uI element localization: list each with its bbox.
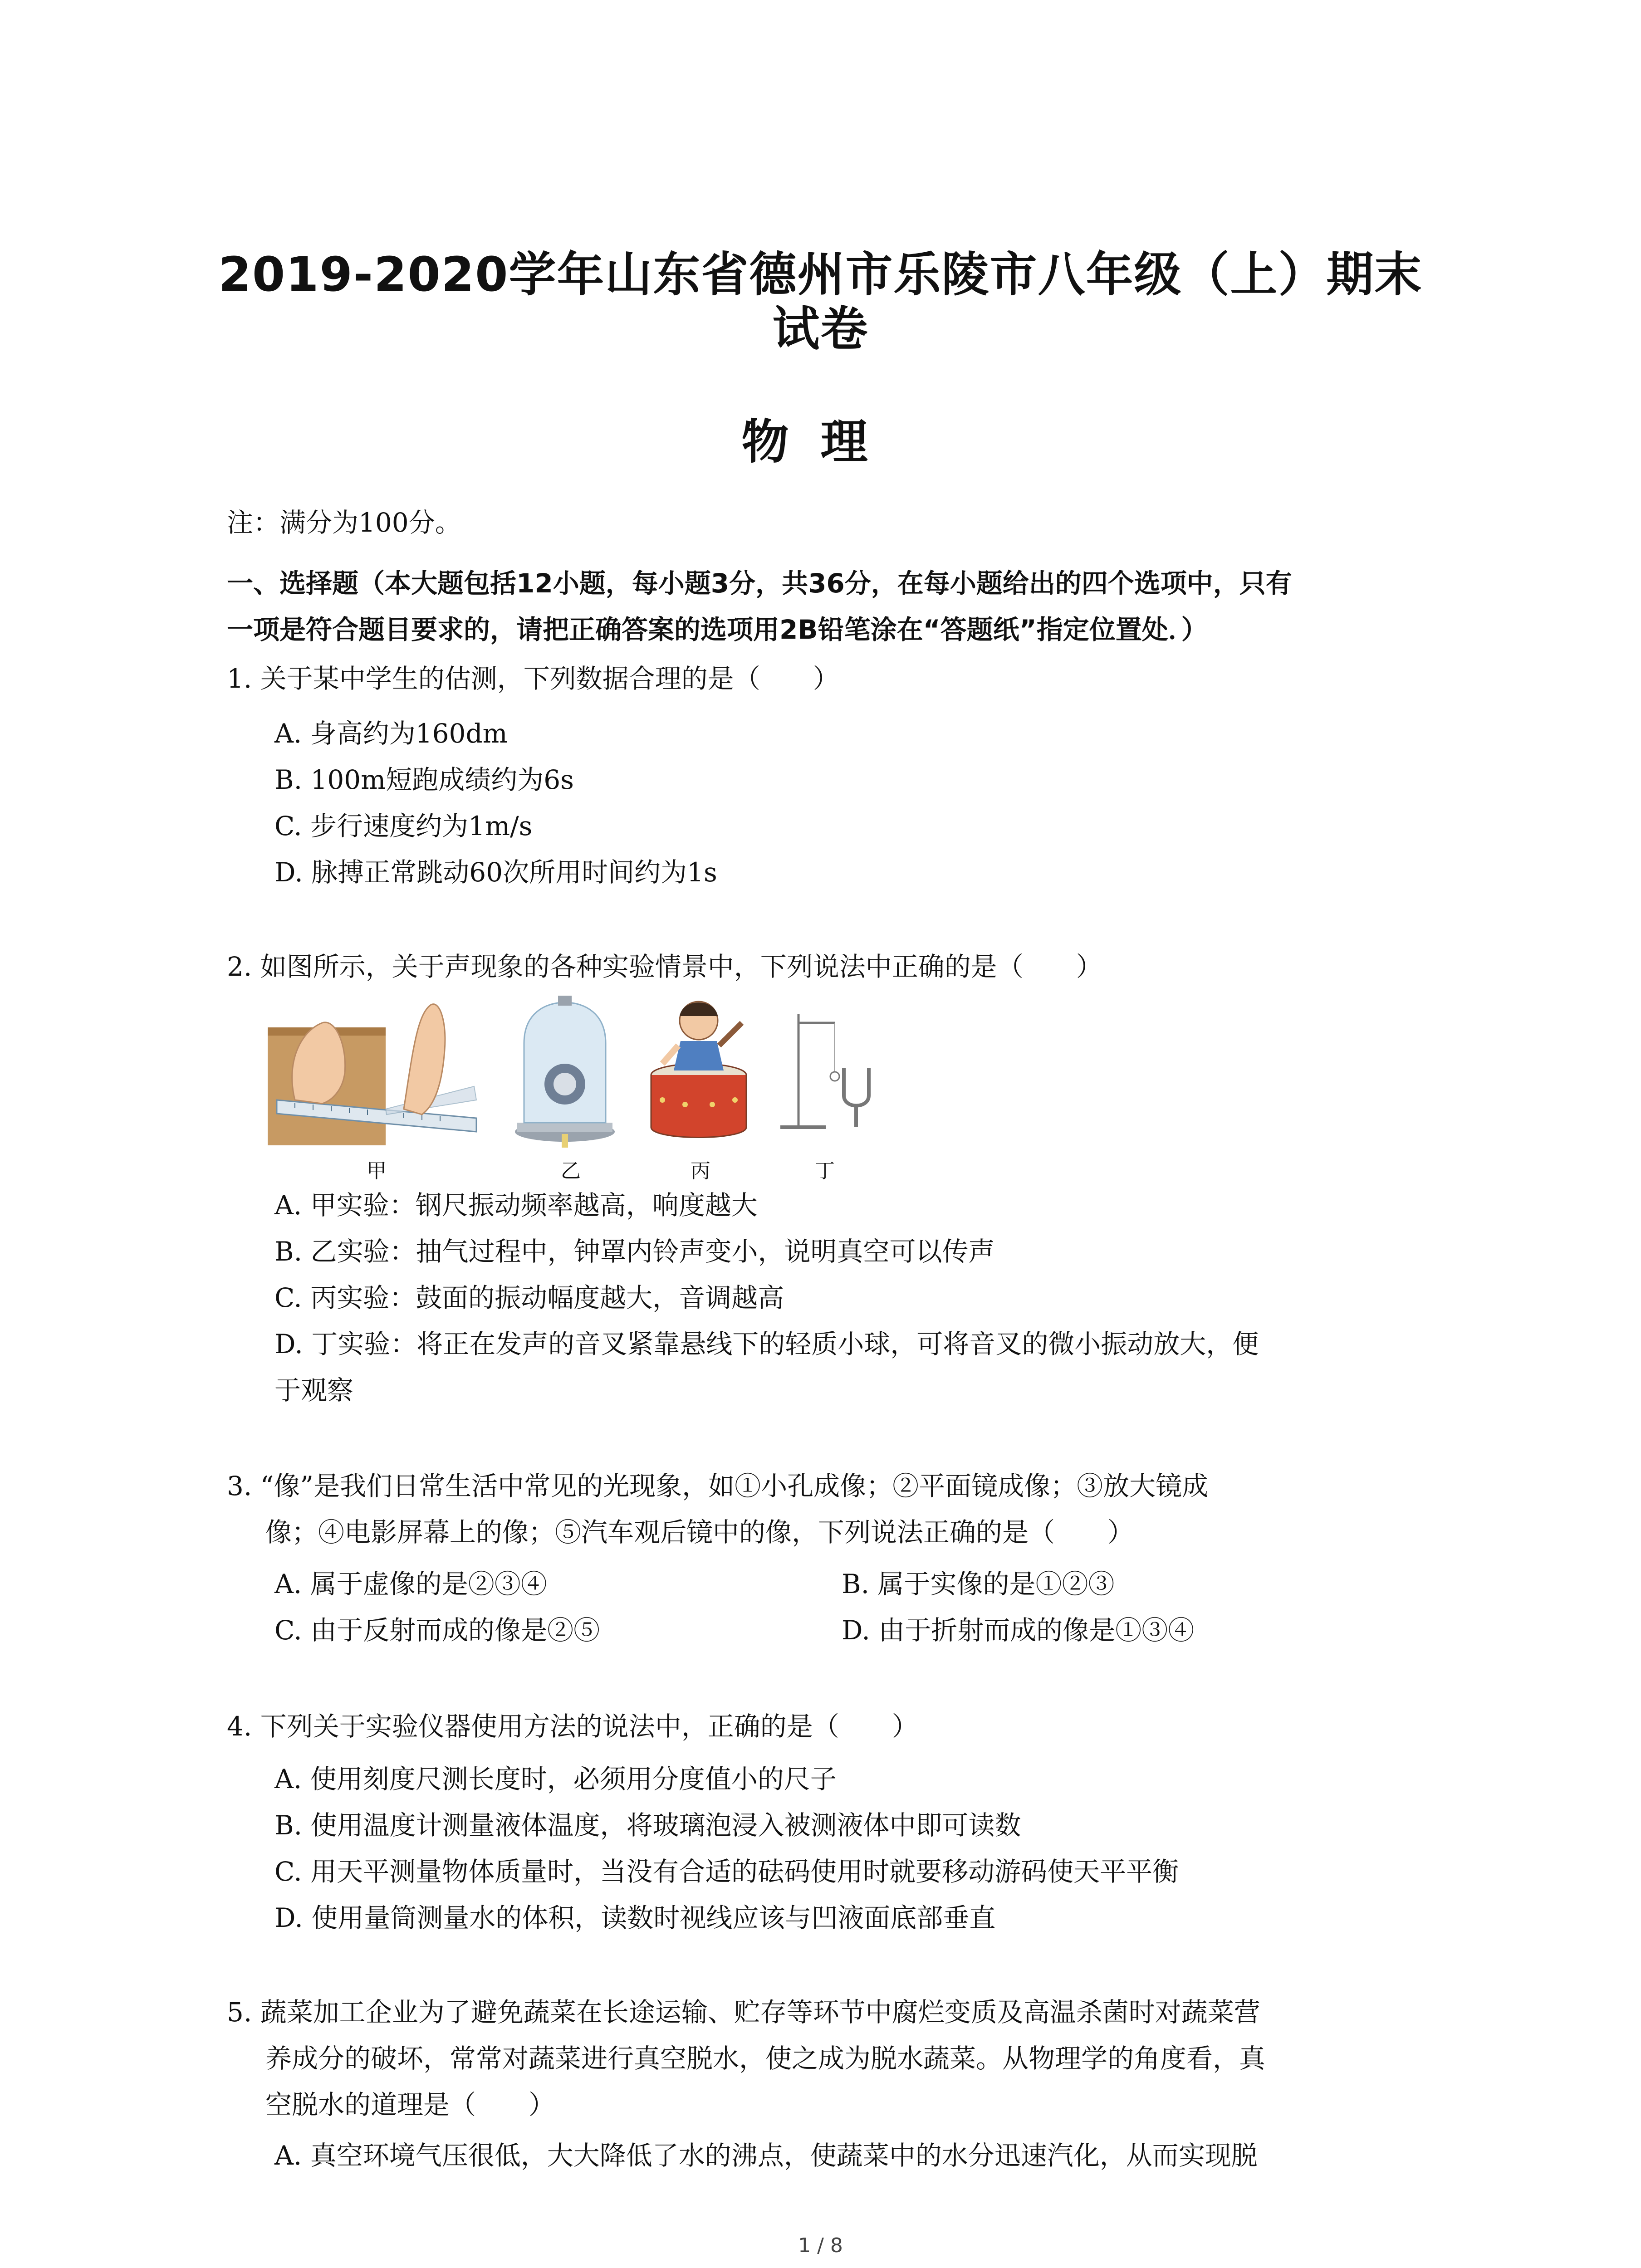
question-3-option-b: B. 属于实像的是①②③ [842, 1569, 1115, 1599]
title-line-1: 2019-2020学年山东省德州市乐陵市八年级（上）期末 [218, 247, 1423, 302]
question-2-option-d-continued: 于观察 [274, 1375, 354, 1406]
subject-heading: 物理 [741, 414, 900, 469]
question-5-option-a: A. 真空环境气压很低，大大降低了水的沸点，使蔬菜中的水分迅速汽化，从而实现脱 [274, 2140, 1258, 2171]
figure-label-bing: 丙 [691, 1159, 710, 1183]
question-2-stem: 2. 如图所示，关于声现象的各种实验情景中，下列说法中正确的是（ ） [227, 951, 1102, 982]
question-3-option-c: C. 由于反射而成的像是②⑤ [274, 1615, 600, 1646]
question-4-option-c: C. 用天平测量物体质量时，当没有合适的砝码使用时就要移动游码使天平平衡 [274, 1856, 1179, 1887]
score-note: 注：满分为100分。 [227, 507, 461, 538]
question-5-stem-line-1: 5. 蔬菜加工企业为了避免蔬菜在长途运输、贮存等环节中腐烂变质及高温杀菌时对蔬菜营 [227, 1997, 1260, 2028]
question-5-stem-line-2: 养成分的破坏，常常对蔬菜进行真空脱水，使之成为脱水蔬菜。从物理学的角度看，真 [265, 2043, 1266, 2074]
question-1-option-c: C. 步行速度约为1m/s [274, 811, 533, 841]
figure-ruler-vibration [268, 996, 481, 1150]
figure-bell-jar [508, 993, 622, 1148]
question-4-option-a: A. 使用刻度尺测长度时，必须用分度值小的尺子 [274, 1764, 837, 1794]
section-heading-line-2: 一项是符合题目要求的，请把正确答案的选项用2B铅笔涂在“答题纸”指定位置处．） [227, 614, 1208, 645]
figure-tuning-fork [771, 1005, 876, 1141]
question-5-stem-line-3: 空脱水的道理是（ ） [265, 2089, 555, 2120]
question-3-option-a: A. 属于虚像的是②③④ [274, 1569, 547, 1599]
figure-label-yi: 乙 [561, 1159, 581, 1183]
question-1-option-a: A. 身高约为160dm [274, 718, 508, 749]
question-2-option-b: B. 乙实验：抽气过程中，钟罩内铃声变小，说明真空可以传声 [274, 1236, 995, 1267]
page-number: 1 / 8 [798, 2234, 843, 2257]
question-4-option-b: B. 使用温度计测量液体温度，将玻璃泡浸入被测液体中即可读数 [274, 1810, 1021, 1841]
title-line-2: 试卷 [772, 301, 869, 357]
question-2-option-c: C. 丙实验：鼓面的振动幅度越大，音调越高 [274, 1282, 784, 1313]
question-3-stem-line-2: 像；④电影屏幕上的像；⑤汽车观后镜中的像，下列说法正确的是（ ） [265, 1517, 1134, 1548]
question-2-option-a: A. 甲实验：钢尺振动频率越高，响度越大 [274, 1190, 758, 1221]
figure-label-jia: 甲 [367, 1159, 387, 1183]
section-heading [227, 560, 1443, 653]
section-heading-line-1: 一、选择题（本大题包括12小题，每小题3分，共36分，在每小题给出的四个选项中，只有 [227, 568, 1292, 599]
question-4-option-d: D. 使用量筒测量水的体积，读数时视线应该与凹液面底部垂直 [274, 1902, 996, 1933]
question-1-stem: 1. 关于某中学生的估测，下列数据合理的是（ ） [227, 663, 839, 694]
question-3-stem-line-1: 3. “像”是我们日常生活中常见的光现象，如①小孔成像；②平面镜成像；③放大镜成 [227, 1471, 1209, 1501]
question-4-stem: 4. 下列关于实验仪器使用方法的说法中，正确的是（ ） [227, 1711, 918, 1742]
figure-drum-boy [644, 991, 758, 1150]
question-3-option-d: D. 由于折射而成的像是①③④ [842, 1615, 1195, 1646]
question-2-option-d: D. 丁实验：将正在发声的音叉紧靠悬线下的轻质小球，可将音叉的微小振动放大，便 [274, 1329, 1259, 1359]
figure-label-ding: 丁 [815, 1159, 835, 1183]
page-title [136, 247, 1505, 356]
question-1-option-b: B. 100m短跑成绩约为6s [274, 764, 574, 795]
question-1-option-d: D. 脉搏正常跳动60次所用时间约为1s [274, 857, 717, 888]
